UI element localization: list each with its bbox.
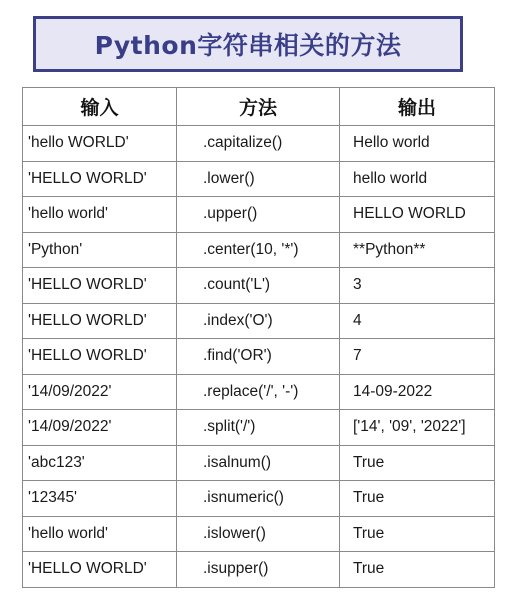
cell-output: ['14', '09', '2022'] — [340, 410, 495, 446]
header-input: 输入 — [23, 88, 177, 126]
page-title: Python字符串相关的方法 — [94, 31, 402, 60]
table-row — [23, 232, 495, 268]
cell-input: 'HELLO WORLD' — [23, 161, 177, 197]
cell-output: HELLO WORLD — [340, 197, 495, 233]
cell-method: .find('OR') — [177, 339, 340, 375]
cell-input: 'Python' — [23, 232, 177, 268]
cell-input: 'hello world' — [23, 516, 177, 552]
cell-method: .upper() — [177, 197, 340, 233]
cell-input: 'hello world' — [23, 197, 177, 233]
cell-input: 'HELLO WORLD' — [23, 268, 177, 304]
cell-method: .count('L') — [177, 268, 340, 304]
cell-input: 'HELLO WORLD' — [23, 552, 177, 588]
table-row — [23, 339, 495, 375]
cell-method: .capitalize() — [177, 126, 340, 162]
cell-method: .isnumeric() — [177, 481, 340, 517]
cell-output: 4 — [340, 303, 495, 339]
cell-output: True — [340, 481, 495, 517]
table-row — [23, 481, 495, 517]
cell-output: 7 — [340, 339, 495, 375]
cell-output: hello world — [340, 161, 495, 197]
table-row — [23, 374, 495, 410]
table-row — [23, 516, 495, 552]
cell-method: .split('/') — [177, 410, 340, 446]
table-row — [23, 197, 495, 233]
cell-output: **Python** — [340, 232, 495, 268]
cell-method: .center(10, '*') — [177, 232, 340, 268]
cell-method: .islower() — [177, 516, 340, 552]
cell-input: 'hello WORLD' — [23, 126, 177, 162]
cell-output: 3 — [340, 268, 495, 304]
cell-method: .isupper() — [177, 552, 340, 588]
table-row — [23, 445, 495, 481]
table-row — [23, 126, 495, 162]
cell-input: '12345' — [23, 481, 177, 517]
cell-method: .isalnum() — [177, 445, 340, 481]
table-header-row — [23, 88, 495, 126]
table-row — [23, 552, 495, 588]
table-row — [23, 303, 495, 339]
cell-output: True — [340, 445, 495, 481]
title-banner — [33, 16, 463, 72]
table-row — [23, 268, 495, 304]
header-output: 输出 — [340, 88, 495, 126]
cell-input: 'abc123' — [23, 445, 177, 481]
cell-input: 'HELLO WORLD' — [23, 303, 177, 339]
table-row — [23, 161, 495, 197]
header-method: 方法 — [177, 88, 340, 126]
cell-output: Hello world — [340, 126, 495, 162]
cell-input: 'HELLO WORLD' — [23, 339, 177, 375]
table-row — [23, 410, 495, 446]
cell-output: True — [340, 516, 495, 552]
cell-output: 14-09-2022 — [340, 374, 495, 410]
cell-method: .lower() — [177, 161, 340, 197]
string-methods-table — [22, 87, 495, 588]
cell-output: True — [340, 552, 495, 588]
cell-method: .index('O') — [177, 303, 340, 339]
cell-input: '14/09/2022' — [23, 410, 177, 446]
cell-input: '14/09/2022' — [23, 374, 177, 410]
cell-method: .replace('/', '-') — [177, 374, 340, 410]
